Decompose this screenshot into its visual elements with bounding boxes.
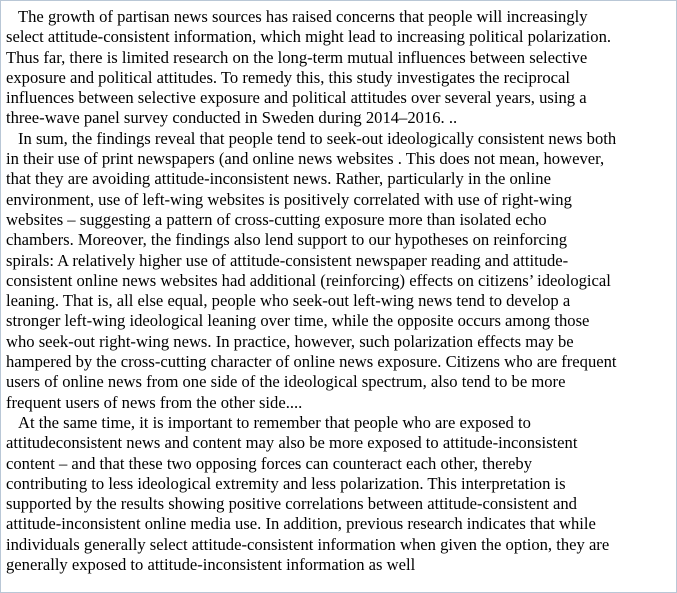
text-line: users of online news from one side of the ideological spectrum, also tend to be more xyxy=(6,372,566,392)
text-line: who seek-out right-wing news. In practice, however, such polarization effects may be xyxy=(6,331,574,351)
text-line: At the same time, it is important to remember that people who are exposed to xyxy=(18,412,531,432)
paragraph-1 xyxy=(6,7,674,27)
text-line: content – and that these two opposing forces can counteract each other, thereby xyxy=(6,453,532,473)
text-line: chambers. Moreover, the findings also lend support to our hypotheses on reinforcing xyxy=(6,230,568,250)
text-line: select attitude-consistent information, which might lead to increasing political polarization. xyxy=(6,27,612,47)
text-line: in their use of print newspapers (and online news websites . This does not mean, however, xyxy=(6,149,605,169)
paragraph-3 xyxy=(6,413,674,433)
paragraph-3-continuation xyxy=(6,433,674,575)
text-line: frequent users of news from the other side.... xyxy=(6,392,303,412)
text-line: individuals generally select attitude-consistent information when given the option, they are xyxy=(6,534,610,554)
text-line: environment, use of left-wing websites is positively correlated with use of right-wing xyxy=(6,189,572,209)
text-line: exposure and political attitudes. To remedy this, this study investigates the reciprocal xyxy=(6,67,570,87)
document-body xyxy=(6,7,674,575)
text-line: leaning. That is, all else equal, people who seek-out left-wing news tend to develop a xyxy=(6,291,571,311)
text-line: supported by the results showing positive correlations between attitude-consistent and xyxy=(6,494,577,514)
text-line: spirals: A relatively higher use of attitude-consistent newspaper reading and attitude- xyxy=(6,250,569,270)
paragraph-2 xyxy=(6,129,674,149)
text-line: websites – suggesting a pattern of cross-cutting exposure more than isolated echo xyxy=(6,209,547,229)
text-line: contributing to less ideological extremity and less polarization. This interpretation is xyxy=(6,473,566,493)
paragraph-1-continuation xyxy=(6,27,674,128)
text-line: Thus far, there is limited research on the long-term mutual influences between selective xyxy=(6,47,588,67)
text-line: attitudeconsistent news and content may also be more exposed to attitude-inconsistent xyxy=(6,433,578,453)
text-line: generally exposed to attitude-inconsistent information as well xyxy=(6,555,416,575)
paragraph-2-continuation xyxy=(6,149,674,413)
text-line: consistent online news websites had additional (reinforcing) effects on citizens’ ideological xyxy=(6,270,611,290)
text-line: hampered by the cross-cutting character of online news exposure. Citizens who are frequent xyxy=(6,352,617,372)
text-line: In sum, the findings reveal that people tend to seek-out ideologically consistent news both xyxy=(18,128,617,148)
text-line: three-wave panel survey conducted in Sweden during 2014–2016. .. xyxy=(6,108,458,128)
text-line: influences between selective exposure and political attitudes over several years, using a xyxy=(6,88,587,108)
text-line: stronger left-wing ideological leaning over time, while the opposite occurs among those xyxy=(6,311,590,331)
text-line: The growth of partisan news sources has raised concerns that people will increasingly xyxy=(18,7,588,26)
text-line: that they are avoiding attitude-inconsistent news. Rather, particularly in the online xyxy=(6,169,551,189)
text-line: attitude-inconsistent online media use. In addition, previous research indicates that while xyxy=(6,514,596,534)
